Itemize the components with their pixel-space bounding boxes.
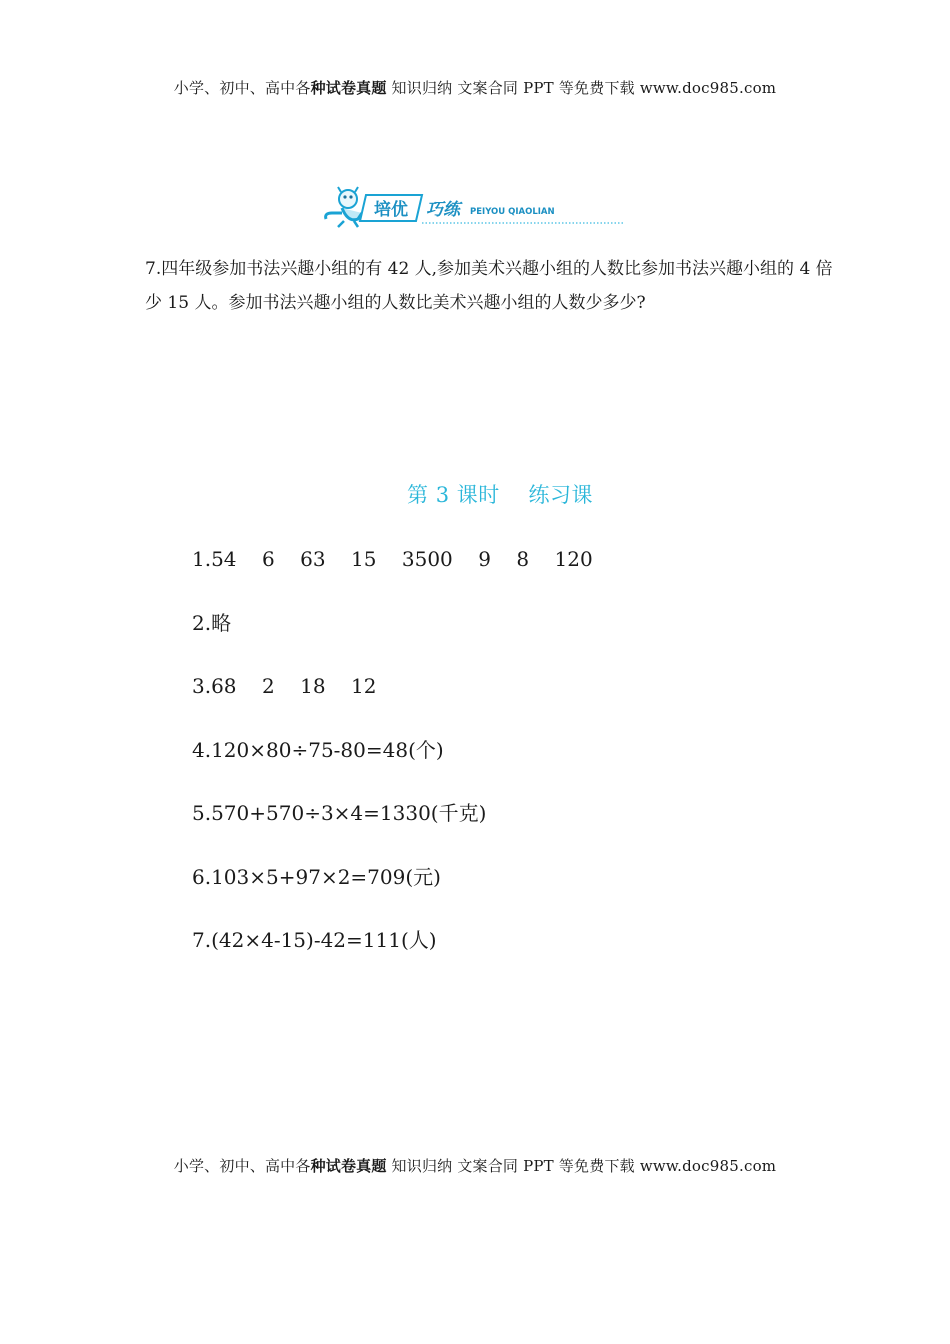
header-text-part1: 小学、初中、高中各 bbox=[173, 79, 311, 97]
answer-item-1: 1.54 6 63 15 3500 9 8 120 bbox=[192, 547, 593, 571]
answer-item-4: 4.120×80÷75-80=48(个) bbox=[192, 737, 444, 762]
answer-list bbox=[192, 540, 792, 985]
footer-text-part1: 小学、初中、高中各 bbox=[173, 1157, 311, 1175]
header-text-bold: 种试卷真题 bbox=[310, 79, 387, 97]
footer-text-bold: 种试卷真题 bbox=[310, 1157, 387, 1175]
page-footer-banner bbox=[0, 1155, 950, 1176]
answer-item-3: 3.68 2 18 12 bbox=[192, 674, 377, 698]
question-7-text: 7.四年级参加书法兴趣小组的有 42 人,参加美术兴趣小组的人数比参加书法兴趣小组的 4 倍少 15 人。参加书法兴趣小组的人数比美术兴趣小组的人数少多少? bbox=[145, 259, 833, 313]
mascot-icon bbox=[326, 187, 362, 227]
banner-graphic bbox=[322, 183, 627, 233]
section-banner-peiyou-qiaolian bbox=[322, 183, 627, 233]
answer-item-2: 2.略 bbox=[192, 610, 232, 635]
answer-item-7: 7.(42×4-15)-42=111(人) bbox=[192, 928, 437, 952]
footer-text-part3: 知识归纳 文案合同 PPT 等免费下载 www.doc985.com bbox=[386, 1157, 777, 1175]
banner-title-part2: 巧练 bbox=[426, 200, 460, 220]
banner-subtitle: PEIYOU QIAOLIAN bbox=[470, 207, 555, 217]
header-text-part3: 知识归纳 文案合同 PPT 等免费下载 www.doc985.com bbox=[386, 79, 777, 97]
answer-item-5: 5.570+570÷3×4=1330(千克) bbox=[192, 801, 487, 825]
page-header-banner bbox=[0, 77, 950, 98]
answer-item-6: 6.103×5+97×2=709(元) bbox=[192, 864, 441, 889]
section-title-lesson-3: 第 3 课时 练习课 bbox=[407, 483, 593, 507]
banner-title-part1: 培优 bbox=[374, 200, 408, 220]
